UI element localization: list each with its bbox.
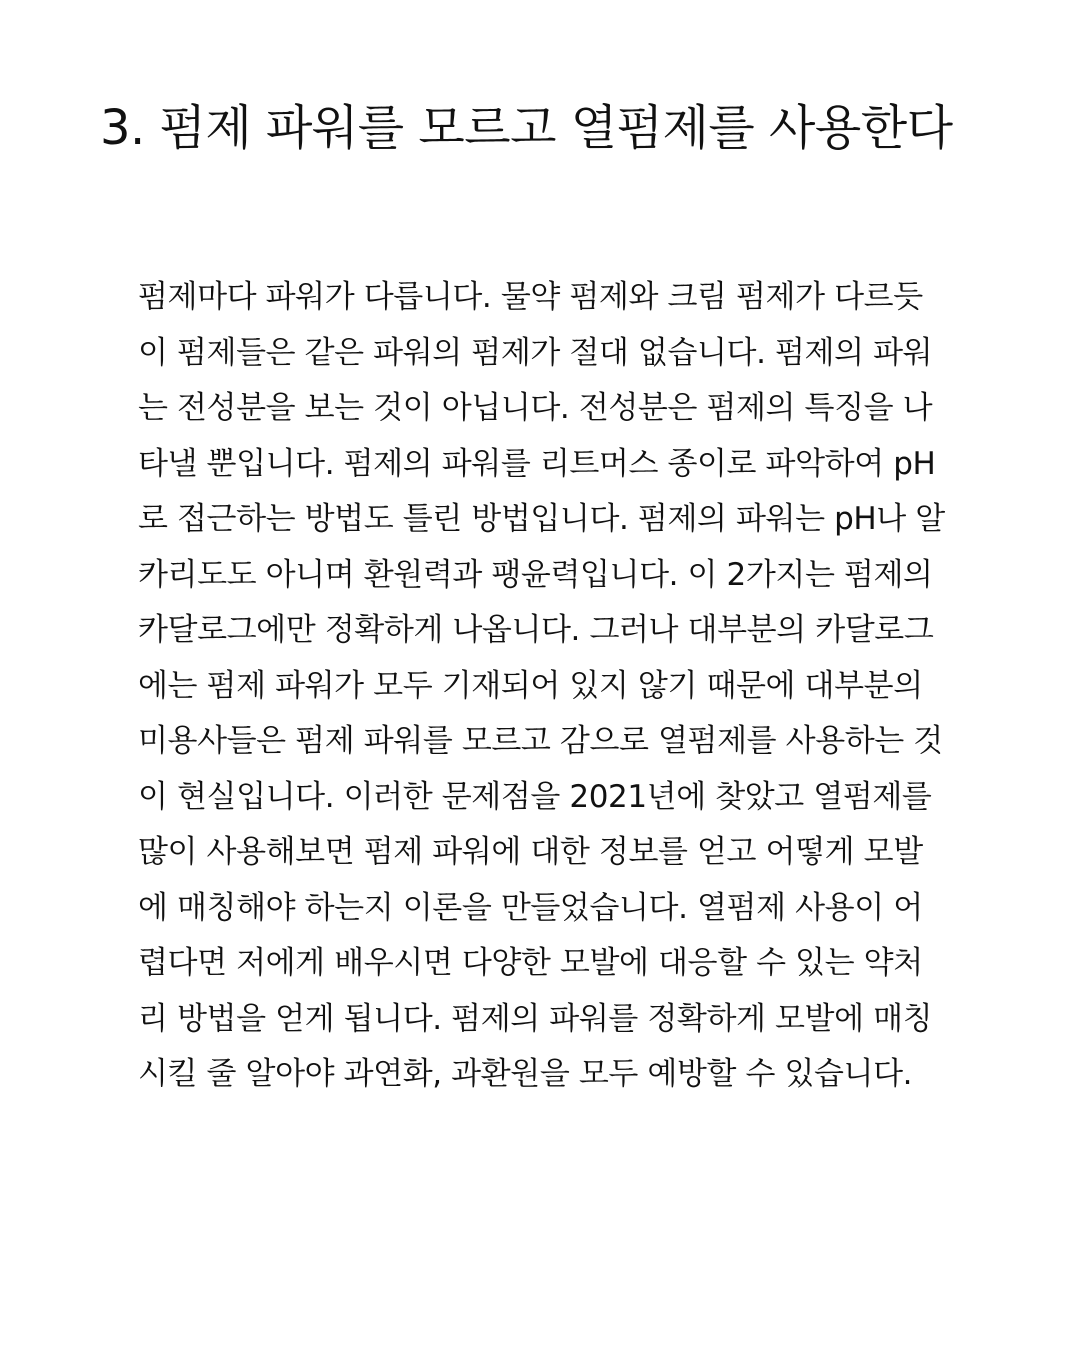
body-line: 미용사들은 펌제 파워를 모르고 감으로 열펌제를 사용하는 것 bbox=[138, 723, 943, 759]
body-paragraph bbox=[138, 270, 998, 1103]
body-line: 펌제마다 파워가 다릅니다. 물약 펌제와 크림 펌제가 다르듯 bbox=[138, 279, 923, 315]
body-line: 는 전성분을 보는 것이 아닙니다. 전성분은 펌제의 특징을 나 bbox=[138, 390, 933, 426]
body-line: 카리도도 아니며 환원력과 팽윤력입니다. 이 2가지는 펌제의 bbox=[138, 556, 933, 593]
body-line: 렵다면 저에게 배우시면 다양한 모발에 대응할 수 있는 약처 bbox=[138, 945, 923, 981]
body-line: 많이 사용해보면 펌제 파워에 대한 정보를 얻고 어떻게 모발 bbox=[138, 834, 923, 870]
body-line: 로 접근하는 방법도 틀린 방법입니다. 펌제의 파워는 pH나 알 bbox=[138, 501, 945, 537]
body-line: 이 현실입니다. 이러한 문제점을 2021년에 찾았고 열펌제를 bbox=[138, 778, 932, 815]
body-line: 타낼 뿐입니다. 펌제의 파워를 리트머스 종이로 파악하여 pH bbox=[138, 445, 936, 482]
body-line: 에는 펌제 파워가 모두 기재되어 있지 않기 때문에 대부분의 bbox=[138, 667, 923, 704]
body-line: 리 방법을 얻게 됩니다. 펌제의 파워를 정확하게 모발에 매칭 bbox=[138, 1000, 933, 1037]
body-line: 에 매칭해야 하는지 이론을 만들었습니다. 열펌제 사용이 어 bbox=[138, 889, 923, 926]
body-line: 이 펌제들은 같은 파워의 펌제가 절대 없습니다. 펌제의 파워 bbox=[138, 334, 933, 371]
body-line: 카달로그에만 정확하게 나옵니다. 그러나 대부분의 카달로그 bbox=[138, 612, 934, 648]
page-title: 3. 펌제 파워를 모르고 열펌제를 사용한다 bbox=[100, 100, 953, 156]
body-line: 시킬 줄 알아야 과연화, 과환원을 모두 예방할 수 있습니다. bbox=[138, 1056, 913, 1092]
